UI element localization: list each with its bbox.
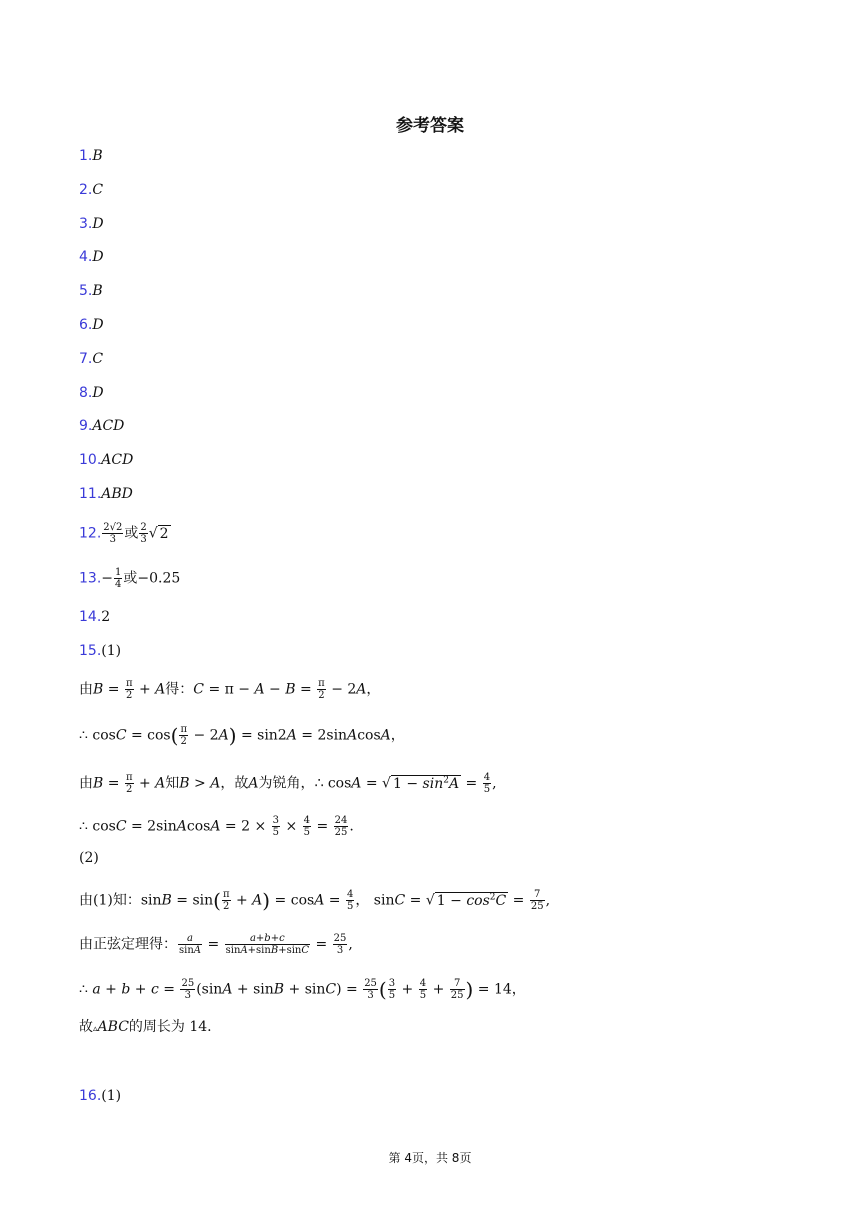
question-number: 10. [79, 452, 102, 468]
answer-value: ABD [101, 486, 133, 502]
solution-line: ∴ a + b + c = $\frac{25}{3}$ (sinA + sinB + sinC) = $\frac{25}{3}$ ( $\frac{3}{5}$ + $\frac{4}{5}$ + $\frac{7}{25}$ ) = 14， [79, 977, 526, 1002]
solution-line: 由B = $\frac{\pi}{2}$ + A得：C = π − A − B = $\frac{\pi}{2}$ − 2A， [79, 678, 381, 701]
question-number: 9. [79, 418, 93, 434]
answer-9 [79, 416, 124, 436]
answer-value: C [92, 351, 104, 367]
solution-line: 故▵ABC的周长为 14. [79, 1019, 212, 1035]
answer-value: B [92, 283, 103, 299]
question-number: 7. [79, 351, 93, 367]
answer-11 [79, 484, 133, 504]
answer-value: C [92, 182, 104, 198]
answer-2 [79, 180, 103, 200]
question-number: 4. [79, 249, 93, 265]
answer-16-header: 16.(1) [79, 1088, 122, 1104]
solution-line: ∴ cosC = 2sinAcosA = 2 × $\frac{3}{5}$ × $\frac{4}{5}$ = $\frac{24}{25}$ . [79, 815, 354, 838]
answer-10 [79, 450, 133, 470]
answer-value: D [92, 385, 104, 401]
answer-value: B [92, 148, 103, 164]
question-number: 6. [79, 317, 93, 333]
answer-value: D [92, 249, 104, 265]
question-number: 5. [79, 283, 93, 299]
answer-value: ACD [92, 418, 125, 434]
solution-line: ∴ cosC = cos( $\frac{\pi}{2}$ − 2A) = sin2A = 2sinAcosA， [79, 723, 405, 748]
part-label: (2) [79, 850, 99, 866]
answer-14: 14.2 [79, 609, 111, 625]
answer-1 [79, 146, 103, 166]
answer-15-header: 15.(1) [79, 643, 122, 659]
question-number: 3. [79, 216, 93, 232]
question-number: 12. [79, 525, 102, 542]
page-title: 参考答案 [396, 116, 464, 136]
answer-5 [79, 281, 103, 301]
question-number: 11. [79, 486, 102, 502]
answer-8 [79, 383, 104, 403]
answer-3 [79, 214, 104, 234]
answer-4 [79, 247, 104, 267]
question-number: 13. [79, 570, 102, 587]
answer-value: ACD [101, 452, 134, 468]
solution-line: 由(1)知：sinB = sin( $\frac{\pi}{2}$ + A) = cosA = $\frac{4}{5}$ ， sinC = √ $1 - \cos^2C$ = $\frac{7}{25}$ , [79, 888, 551, 913]
answer-value: D [92, 317, 104, 333]
question-number: 2. [79, 182, 93, 198]
solution-line: 由B = $\frac{\pi}{2}$ + A知B > A，故A为锐角，∴ cosA = √ $1 - \sin^2A$ = $\frac{4}{5}$ , [79, 772, 497, 796]
answer-value: D [92, 216, 104, 232]
answer-13: 13.− $\frac{1}{4}$ 或−0.25 [79, 567, 181, 590]
question-number: 1. [79, 148, 93, 164]
fraction: $\frac{2√2}{3}$ [103, 522, 123, 545]
question-number: 8. [79, 385, 93, 401]
answer-12: 12. $\frac{2√2}{3}$ 或 $\frac{2}{3}$ √ 2 [79, 522, 169, 545]
answer-6 [79, 315, 104, 335]
page-footer: 第 4页，共 8页 [388, 1151, 472, 1165]
solution-line: 由正弦定理得： $\frac{a}{\sin A}$ = $\frac{a+b+c}{\sin A+\sin B+\sin C}$ = $\frac{25}{3}$ , [79, 933, 353, 956]
answer-7 [79, 349, 103, 369]
